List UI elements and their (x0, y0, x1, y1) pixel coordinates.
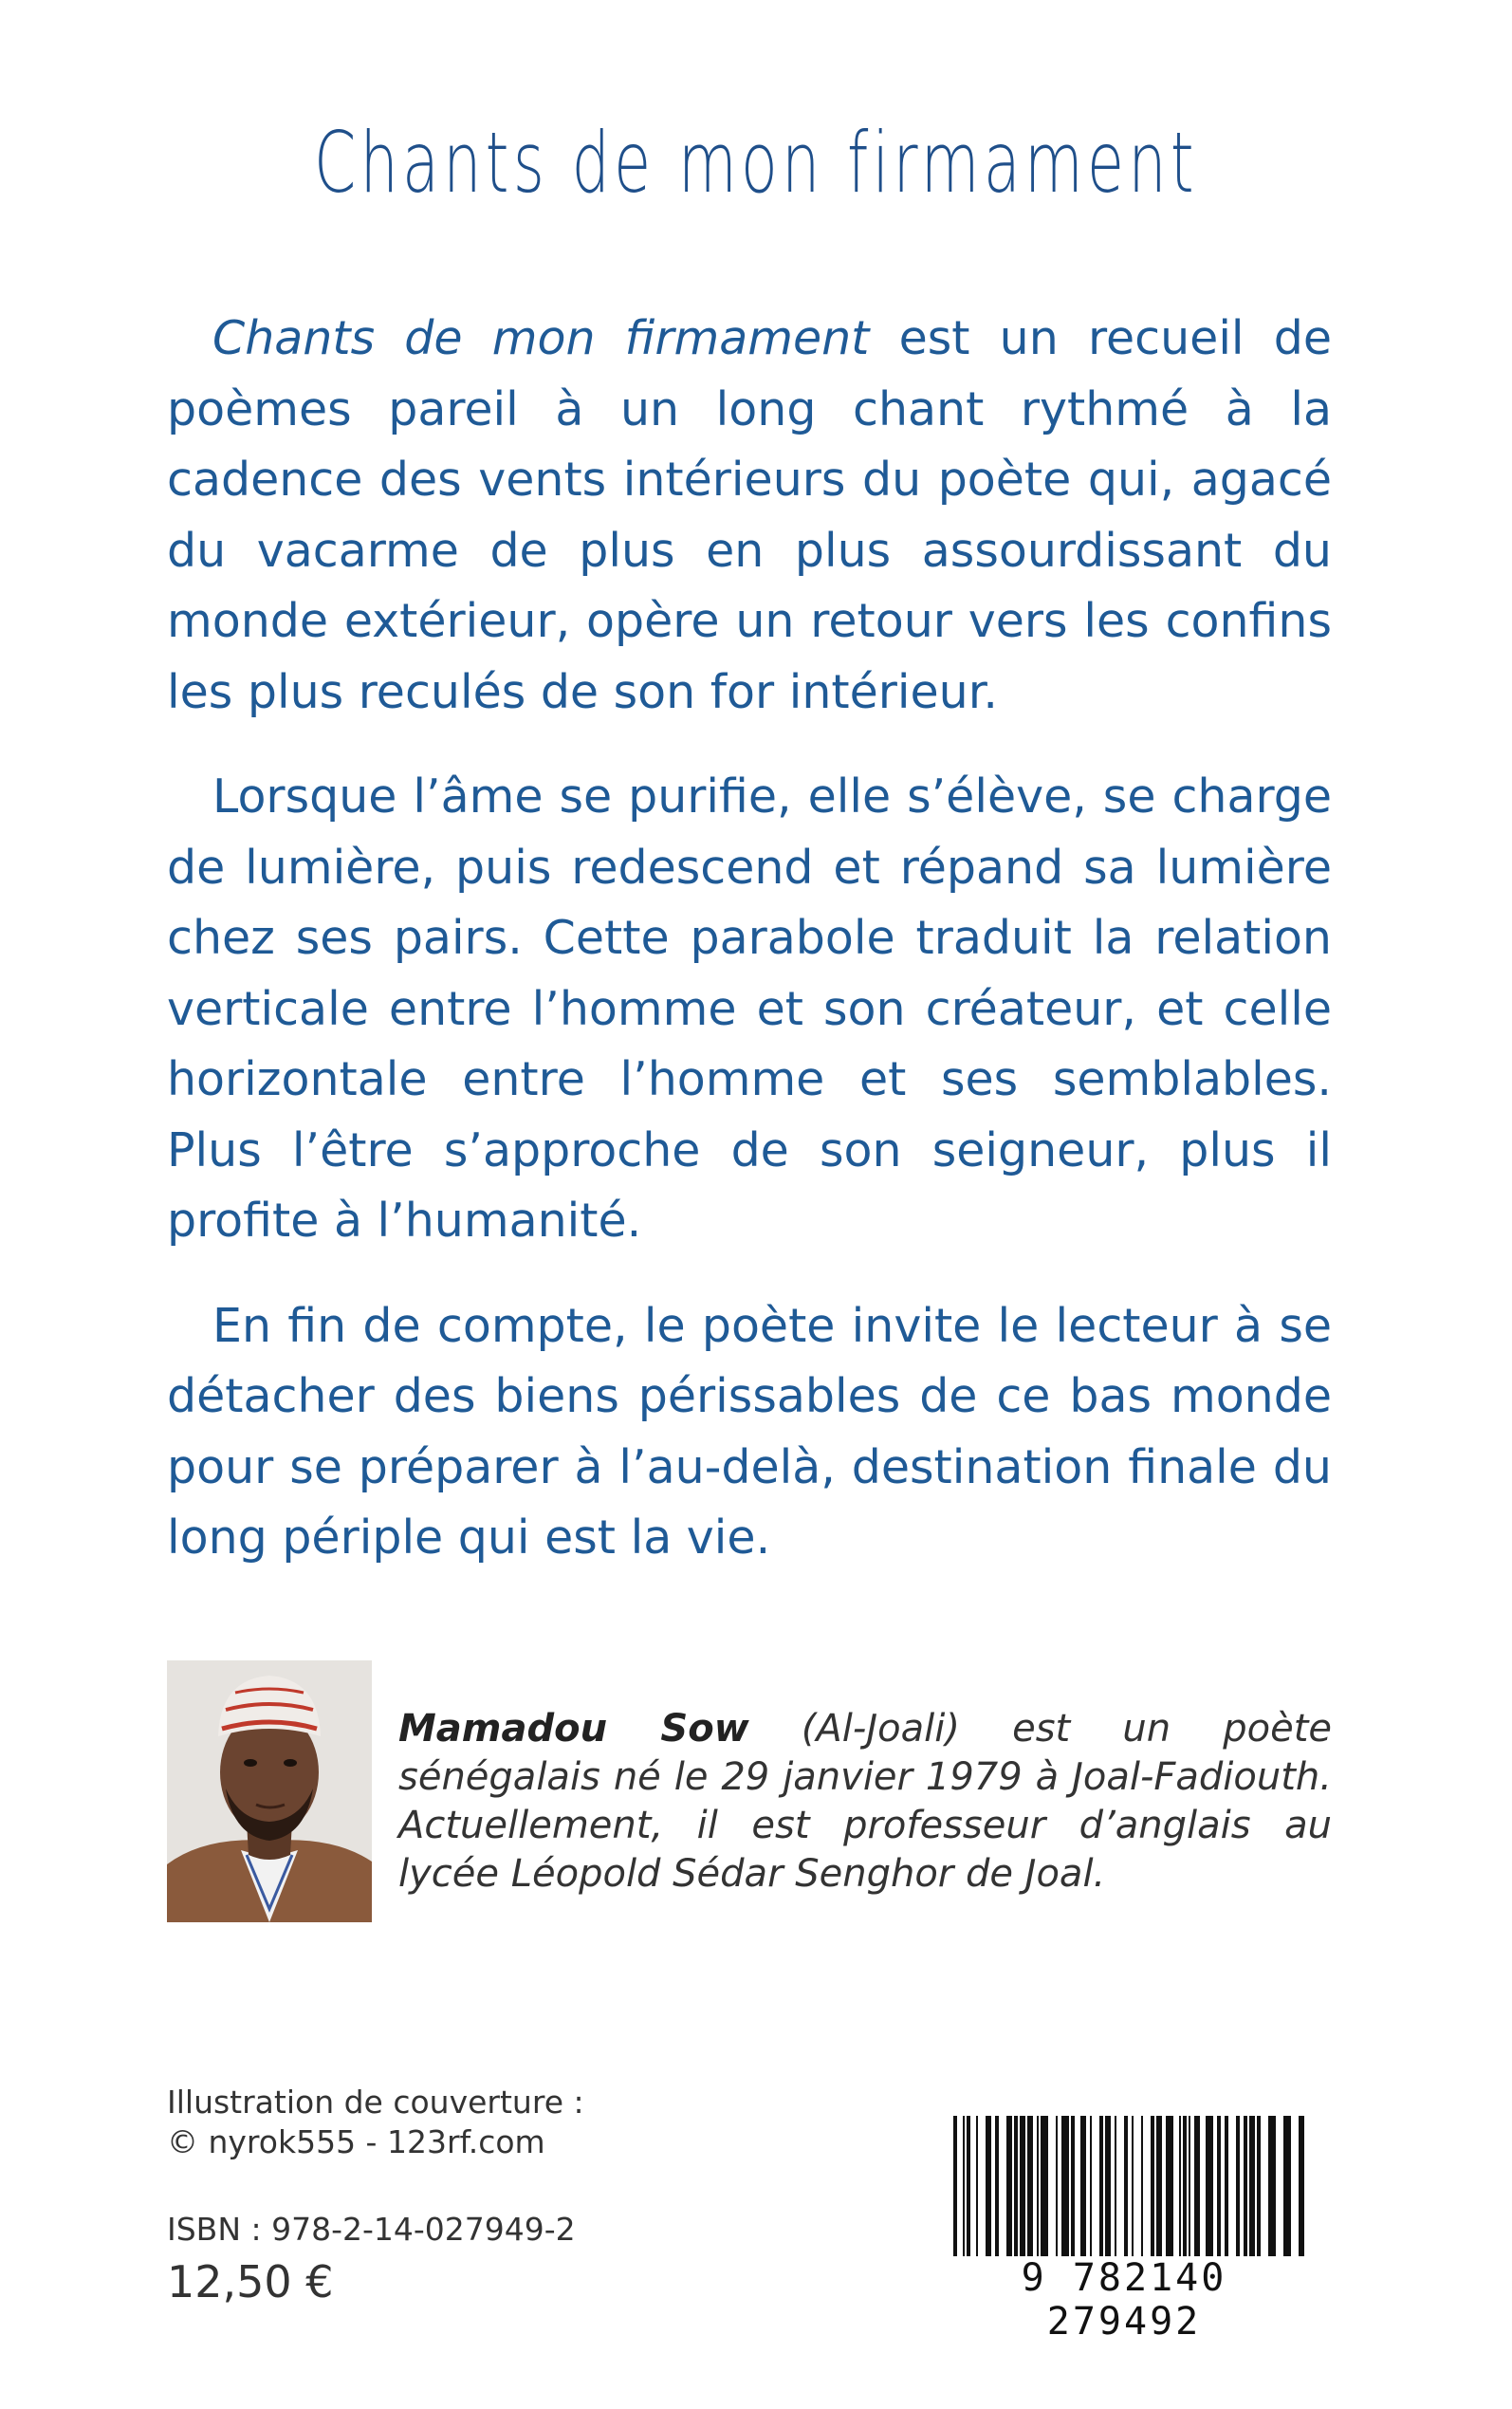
author-bio (398, 1705, 1332, 1899)
barcode-bar (1225, 2116, 1228, 2258)
barcode-bar (1151, 2116, 1154, 2258)
book-title: Chants de mon firmament (314, 114, 1198, 212)
barcode-digits: 9 782140 279492 (934, 2256, 1314, 2344)
title-reference: Chants de mon firmament (212, 311, 870, 365)
barcode-bar (1041, 2116, 1048, 2258)
barcode-bar (1014, 2116, 1018, 2258)
barcode-bar (1299, 2116, 1304, 2258)
barcode-bar (1179, 2116, 1181, 2258)
barcode-bar (1132, 2116, 1134, 2258)
barcode-bar (976, 2116, 978, 2258)
illustration-credit-source: © nyrok555 - 123rf.com (167, 2123, 545, 2160)
barcode-bar (1236, 2116, 1240, 2258)
barcode-bar (1115, 2116, 1116, 2258)
barcode-bar (1183, 2116, 1187, 2258)
barcode-bar (1020, 2116, 1025, 2258)
barcode-bar (1257, 2116, 1261, 2258)
barcode-bar (1027, 2116, 1033, 2258)
barcode-bar (1217, 2116, 1221, 2258)
barcode-bar (1037, 2116, 1039, 2258)
cover-credits (167, 2083, 584, 2162)
barcode-bar (1080, 2116, 1086, 2258)
summary-text (167, 304, 1332, 1608)
barcode-bar (1099, 2116, 1103, 2258)
illustration-credit-label: Illustration de couverture : (167, 2084, 584, 2121)
barcode-bar (1090, 2116, 1092, 2258)
summary-paragraph-3: En fin de compte, le poète invite le lecteur à se détacher des biens périssables de ce bas monde pour se préparer à l’au-delà, destination finale du long périple qui est la vie. (167, 1298, 1332, 1565)
barcode-bar (1124, 2116, 1128, 2258)
barcode-bars (934, 2116, 1314, 2258)
barcode-bar (963, 2116, 965, 2258)
isbn: ISBN : 978-2-14-027949-2 (167, 2211, 576, 2248)
barcode-bar (1156, 2116, 1162, 2258)
author-name: Mamadou Sow (398, 1707, 749, 1751)
author-bio-text: (Al-Joali) est un poète sénégalais né le 29 janvier 1979 à Joal-Fadiouth. Actuellement, il est professeur d’anglais au lycée Léopold Sédar Senghor de Joal. (398, 1707, 1332, 1896)
barcode-bar (1249, 2116, 1255, 2258)
barcode-bar (1006, 2116, 1012, 2258)
summary-paragraph-2: Lorsque l’âme se purifie, elle s’élève, se charge de lumière, puis redescend et répand sa lumière chez ses pairs. Cette parabole traduit la relation verticale entre l’homme et son créateur, et celle horizontale entre l’homme et ses semblables. Plus l’être s’approche de son seigneur, plus il profite à l’humanité. (167, 769, 1332, 1248)
author-photo (167, 1660, 372, 1922)
barcode-bar (995, 2116, 999, 2258)
barcode-bar (1056, 2116, 1058, 2258)
barcode-bar (1268, 2116, 1276, 2258)
paragraph-1-text: est un recueil de poèmes pareil à un long chant rythmé à la cadence des vents intérieurs du poète qui, agacé du vacarme de plus en plus assourdissant du monde extérieur, opère un retour vers les confins les plus reculés de son for intérieur. (167, 311, 1332, 719)
barcode-bar (953, 2116, 957, 2258)
barcode-bar (1061, 2116, 1069, 2258)
barcode-bar (1283, 2116, 1291, 2258)
barcode-bar (1166, 2116, 1173, 2258)
summary-paragraph-1 (167, 304, 1332, 728)
barcode-bar (1189, 2116, 1190, 2258)
barcode-bar (1206, 2116, 1213, 2258)
barcode-bar (1141, 2116, 1143, 2258)
barcode-bar (986, 2116, 991, 2258)
barcode-bar (1071, 2116, 1075, 2258)
barcode-bar (1244, 2116, 1247, 2258)
author-portrait-image (167, 1660, 372, 1922)
price: 12,50 € (167, 2256, 334, 2307)
barcode-bar (1105, 2116, 1111, 2258)
barcode-bar (967, 2116, 970, 2258)
barcode-bar (1194, 2116, 1200, 2258)
